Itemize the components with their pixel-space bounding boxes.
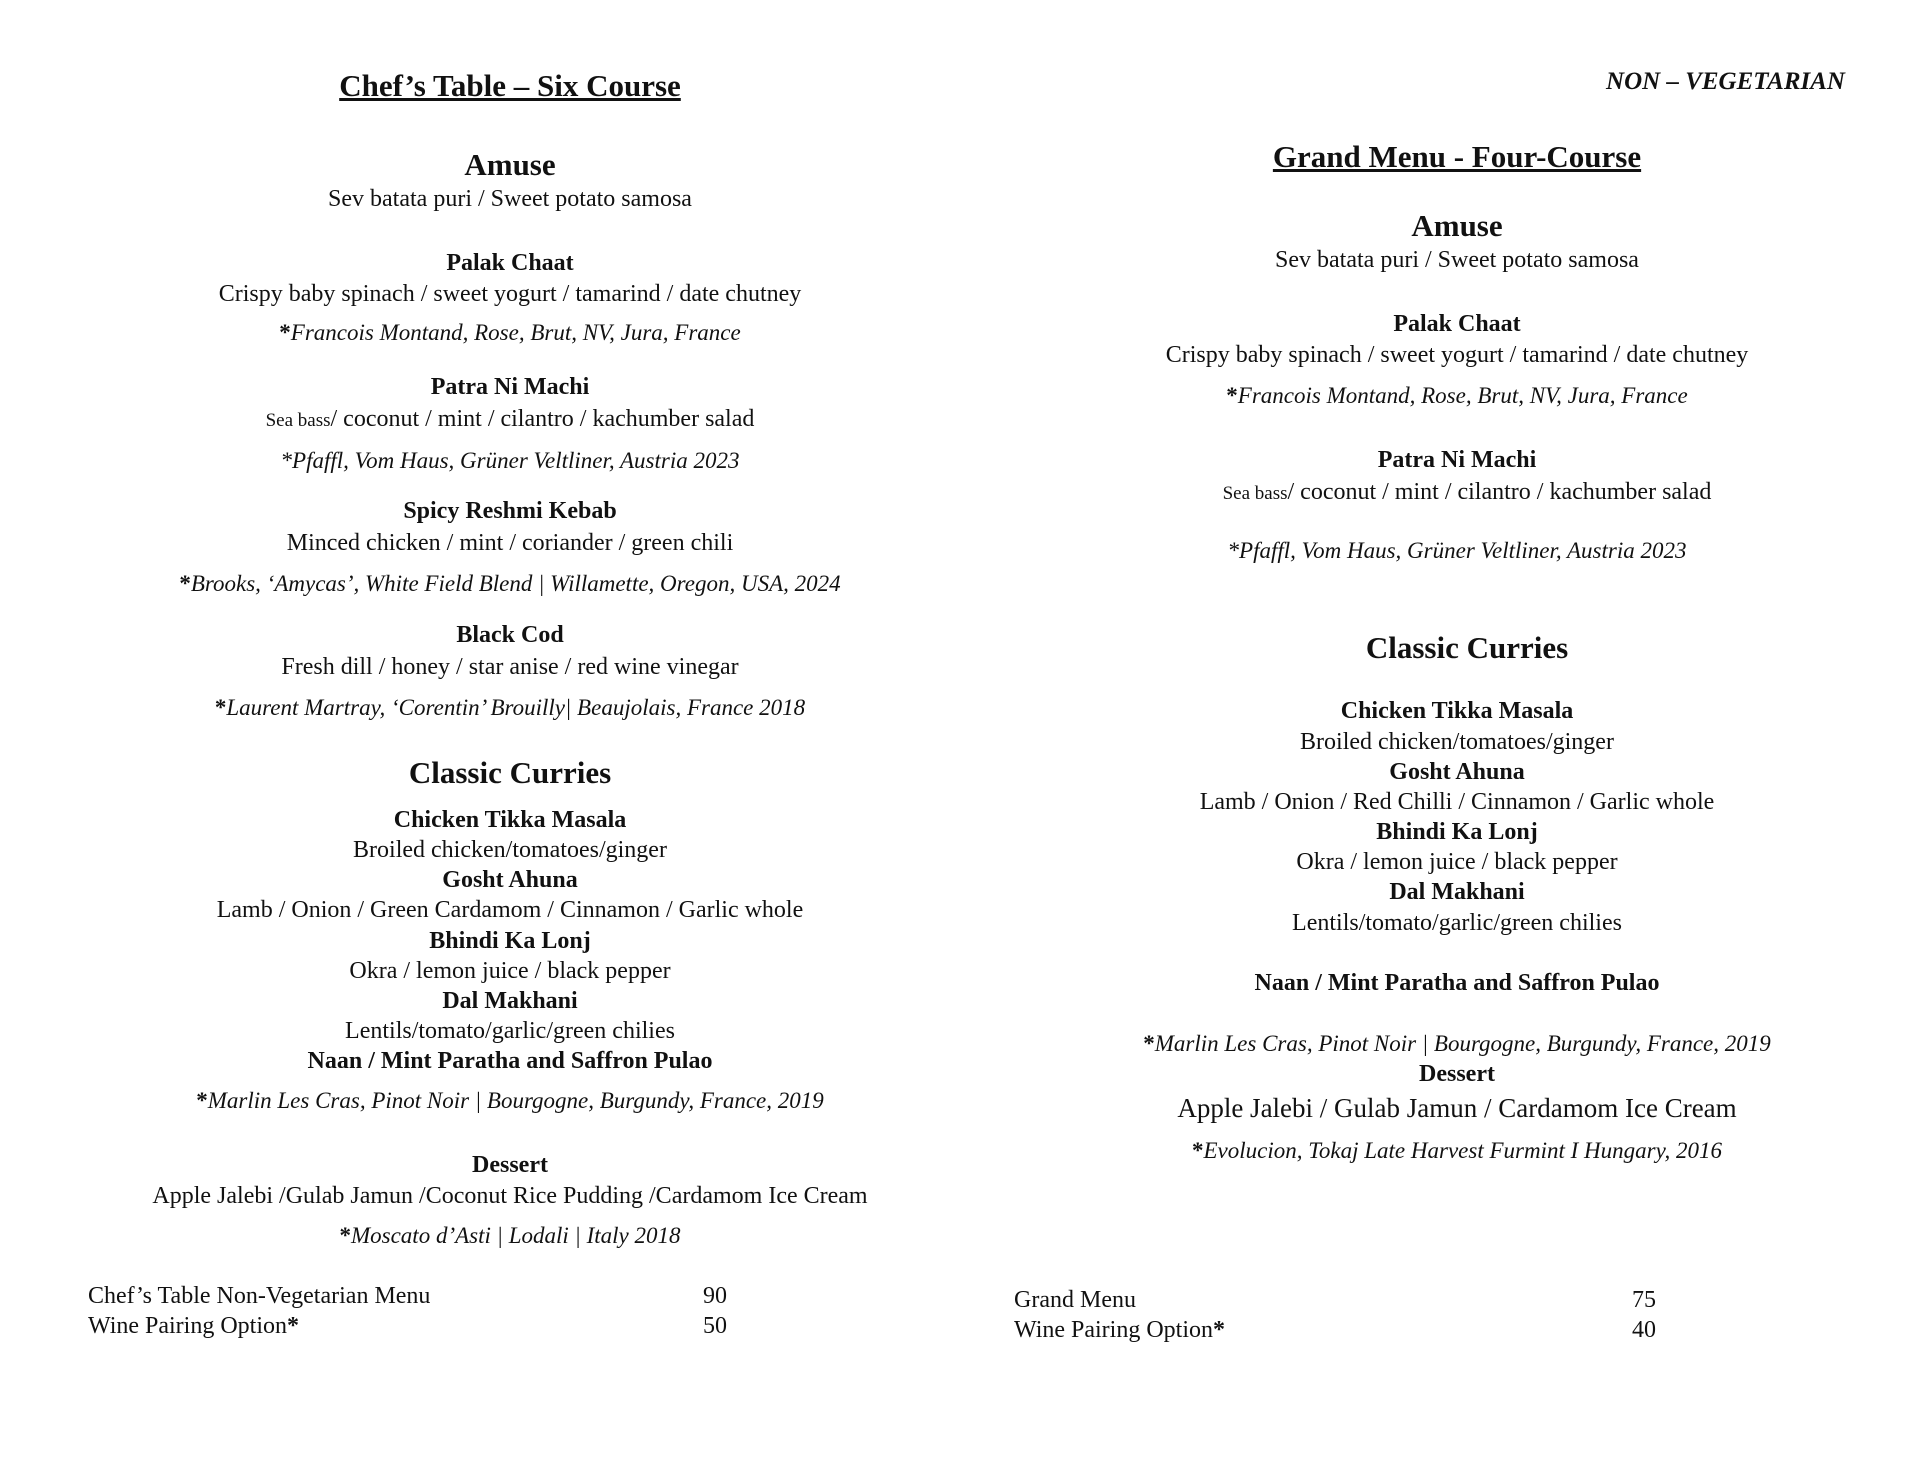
price-value: 90 [703,1283,727,1309]
wine-pairing: *Pfaffl, Vom Haus, Grüner Veltliner, Austria 2023 [1227,538,1687,563]
curry-name: Gosht Ahuna [1389,759,1525,785]
wine-pairing: *Pfaffl, Vom Haus, Grüner Veltliner, Austria 2023 [280,448,740,473]
dish-description: Minced chicken / mint / coriander / green chili [286,530,734,556]
price-value: 75 [1632,1287,1656,1313]
wine-pairing: *Evolucion, Tokaj Late Harvest Furmint I Hungary, 2016 [1191,1138,1723,1163]
curry-name: Gosht Ahuna [442,867,578,893]
dessert-description: Apple Jalebi /Gulab Jamun /Coconut Rice Pudding /Cardamom Ice Cream [152,1183,868,1209]
dish-description: Sea bass/ coconut / mint / cilantro / kachumber salad [1222,479,1712,505]
curry-description: Okra / lemon juice / black pepper [349,958,671,984]
price-label: Grand Menu [1014,1287,1136,1313]
curry-description: Lentils/tomato/garlic/green chilies [345,1018,675,1044]
dish-description: Fresh dill / honey / star anise / red wine vinegar [281,654,739,680]
wine-pairing: *Francois Montand, Rose, Brut, NV, Jura, France [279,320,741,345]
price-label: Wine Pairing Option* [88,1313,300,1339]
curry-description: Broiled chicken/tomatoes/ginger [353,837,667,863]
curries-heading: Classic Curries [408,755,612,790]
amuse-heading: Amuse [1411,208,1503,243]
dish-name: Palak Chaat [1393,311,1521,337]
price-label: Chef’s Table Non-Vegetarian Menu [88,1283,431,1309]
menu-title: Chef’s Table – Six Course [339,68,681,103]
curry-name: Dal Makhani [1389,879,1525,905]
price-value: 40 [1632,1317,1656,1343]
wine-pairing: *Laurent Martray, ‘Corentin’ Brouilly| Beaujolais, France 2018 [214,695,806,720]
breads-and-rice: Naan / Mint Paratha and Saffron Pulao [1254,970,1660,996]
curry-name: Dal Makhani [442,988,578,1014]
dessert-heading: Dessert [472,1152,548,1178]
dessert-heading: Dessert [1419,1061,1495,1087]
wine-pairing: *Francois Montand, Rose, Brut, NV, Jura, France [1226,383,1688,408]
curry-description: Lamb / Onion / Green Cardamom / Cinnamon / Garlic whole [216,897,804,923]
wine-pairing: *Moscato d’Asti | Lodali | Italy 2018 [339,1223,681,1248]
curry-description: Broiled chicken/tomatoes/ginger [1300,729,1614,755]
menu-title: Grand Menu - Four-Course [1272,139,1642,174]
dish-name: Palak Chaat [446,250,574,276]
price-value: 50 [703,1313,727,1339]
curry-name: Bhindi Ka Lonj [429,928,591,954]
dish-name: Black Cod [456,622,564,648]
wine-pairing: *Marlin Les Cras, Pinot Noir | Bourgogne, Burgundy, France, 2019 [1143,1031,1771,1056]
curry-description: Lamb / Onion / Red Chilli / Cinnamon / Garlic whole [1199,789,1715,815]
curry-name: Chicken Tikka Masala [393,807,627,833]
dish-name: Patra Ni Machi [1377,447,1537,473]
wine-pairing: *Marlin Les Cras, Pinot Noir | Bourgogne, Burgundy, France, 2019 [196,1088,824,1113]
dish-name: Spicy Reshmi Kebab [403,498,617,524]
dish-name: Patra Ni Machi [430,374,590,400]
menu-type-tag: NON – VEGETARIAN [1606,68,1845,95]
dessert-description: Apple Jalebi / Gulab Jamun / Cardamom Ice Cream [1177,1093,1737,1123]
price-label: Wine Pairing Option* [1014,1317,1226,1343]
curries-heading: Classic Curries [1365,630,1569,665]
dish-description: Crispy baby spinach / sweet yogurt / tamarind / date chutney [1165,342,1749,368]
curry-description: Lentils/tomato/garlic/green chilies [1292,910,1622,936]
breads-and-rice: Naan / Mint Paratha and Saffron Pulao [307,1048,713,1074]
amuse-description: Sev batata puri / Sweet potato samosa [328,186,692,212]
dish-description: Sea bass/ coconut / mint / cilantro / kachumber salad [265,406,755,432]
wine-pairing: *Brooks, ‘Amycas’, White Field Blend | Willamette, Oregon, USA, 2024 [179,571,841,596]
curry-name: Chicken Tikka Masala [1340,698,1574,724]
dish-description: Crispy baby spinach / sweet yogurt / tamarind / date chutney [218,281,802,307]
curry-description: Okra / lemon juice / black pepper [1296,849,1618,875]
curry-name: Bhindi Ka Lonj [1376,819,1538,845]
amuse-description: Sev batata puri / Sweet potato samosa [1275,247,1639,273]
amuse-heading: Amuse [464,147,556,182]
